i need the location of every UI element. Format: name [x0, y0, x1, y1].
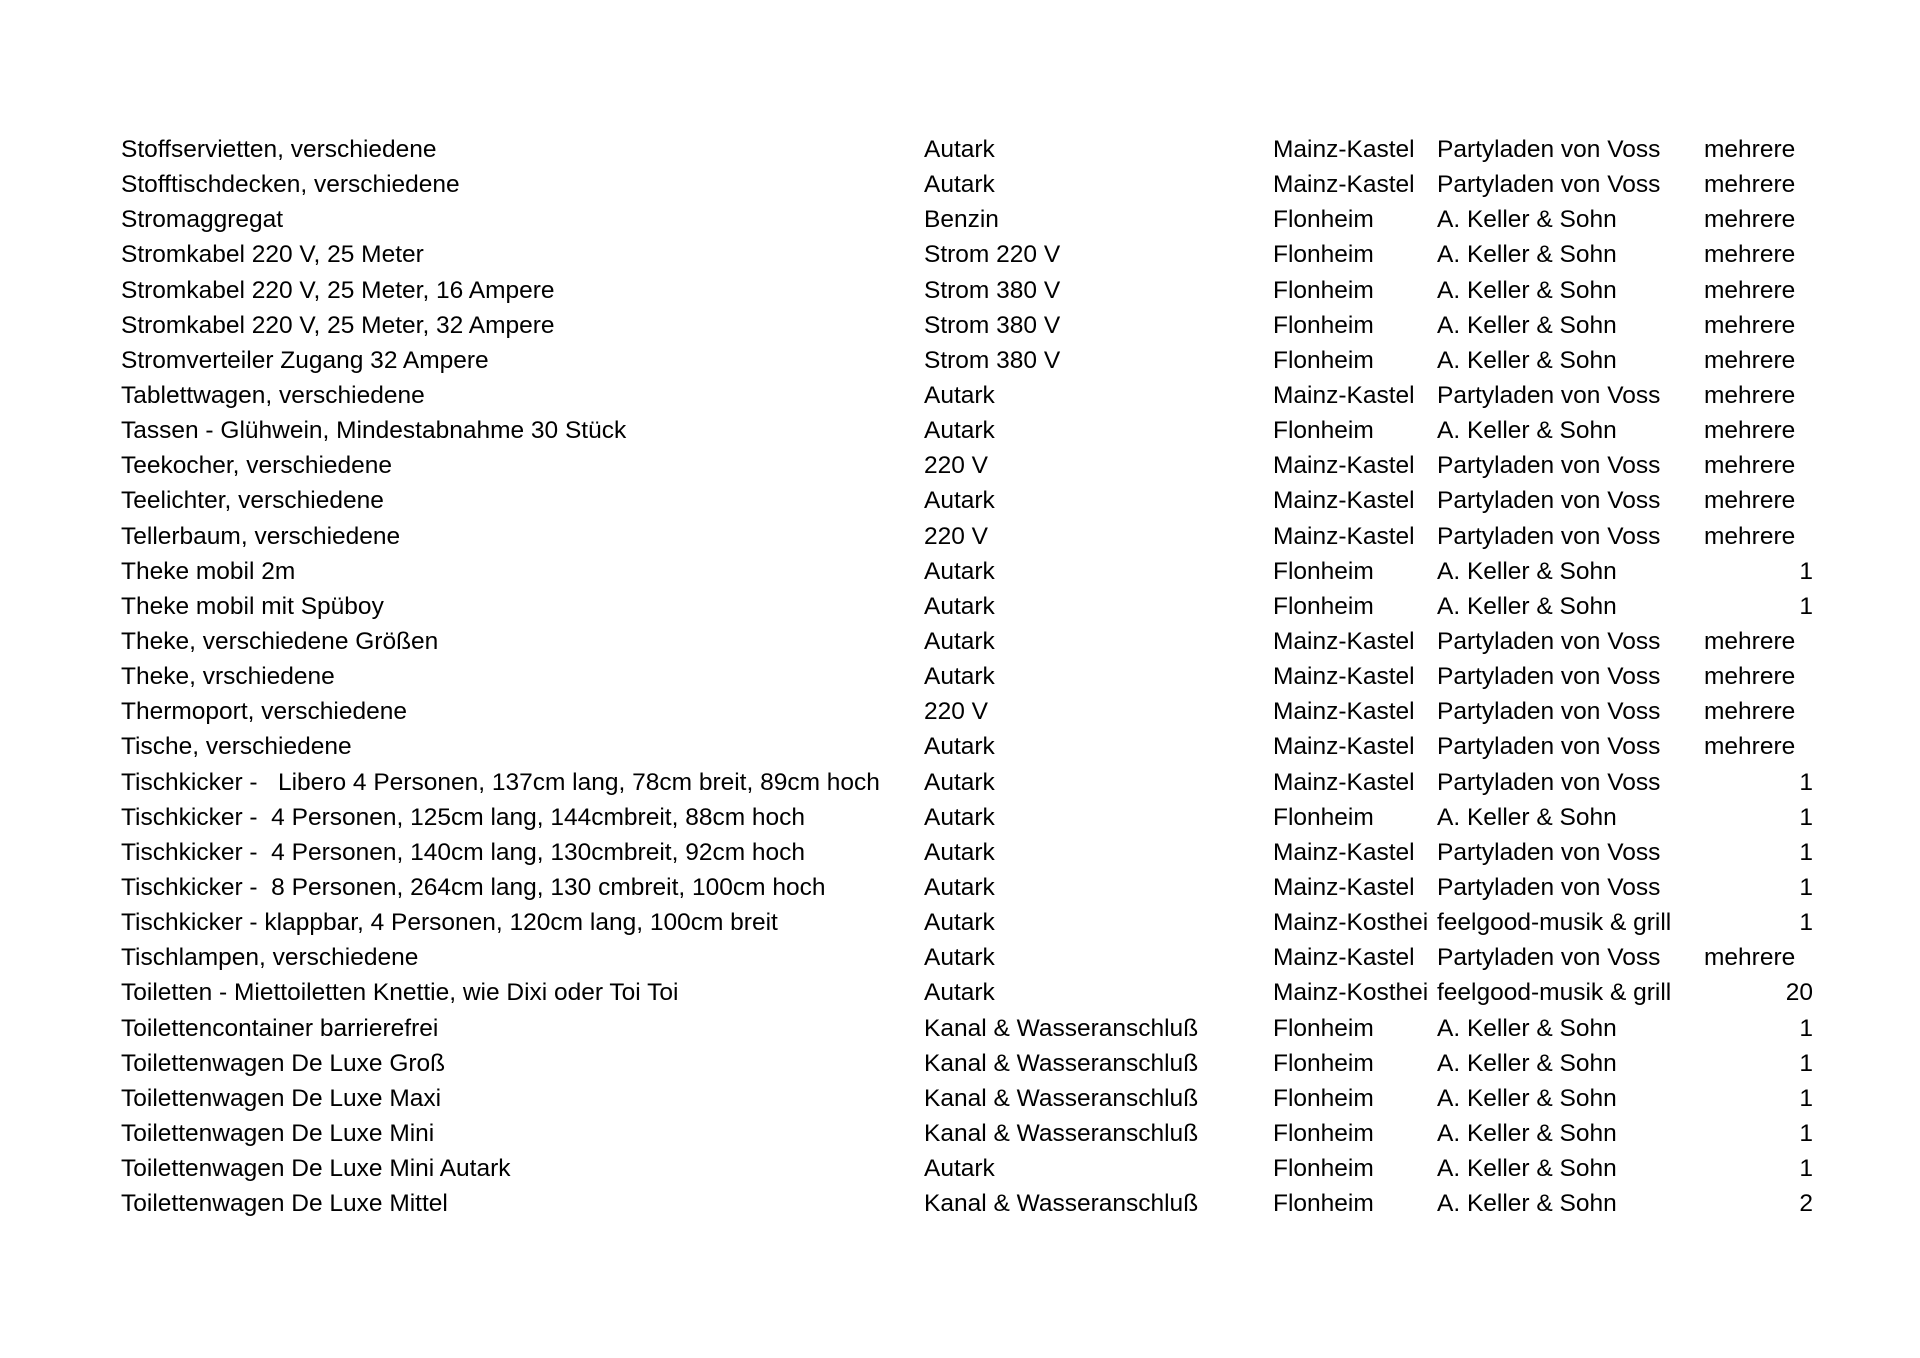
supplier-cell: Partyladen von Voss — [1437, 452, 1661, 480]
table-row — [121, 975, 1811, 1010]
item-name-cell: Theke, vrschiedene — [121, 663, 335, 691]
table-row — [121, 1011, 1811, 1046]
power-supply-cell: Autark — [924, 803, 995, 831]
item-name-cell: Stromkabel 220 V, 25 Meter — [121, 241, 424, 269]
supplier-cell: feelgood-musik & grill — [1437, 909, 1672, 937]
supplier-cell: Partyladen von Voss — [1437, 522, 1661, 550]
table-row — [121, 1186, 1811, 1221]
table-row — [121, 870, 1811, 905]
table-row — [121, 167, 1811, 202]
item-name-cell: Tischkicker - 8 Personen, 264cm lang, 130 cmbreit, 100cm hoch — [121, 873, 826, 901]
quantity-cell: 1 — [1799, 838, 1813, 866]
quantity-cell: 20 — [1785, 979, 1813, 1007]
table-row — [121, 273, 1811, 308]
table-row — [121, 765, 1811, 800]
location-cell: Mainz-Kosthei — [1273, 909, 1428, 937]
table-row — [121, 343, 1811, 378]
power-supply-cell: Kanal & Wasseranschluß — [924, 1084, 1199, 1112]
quantity-cell: mehrere — [1704, 241, 1796, 269]
supplier-cell: Partyladen von Voss — [1437, 944, 1661, 972]
power-supply-cell: Kanal & Wasseranschluß — [924, 1049, 1199, 1077]
location-cell: Flonheim — [1273, 557, 1374, 585]
power-supply-cell: 220 V — [924, 452, 989, 480]
supplier-cell: Partyladen von Voss — [1437, 733, 1661, 761]
item-name-cell: Stofftischdecken, verschiedene — [121, 171, 460, 199]
table-row — [121, 202, 1811, 237]
item-name-cell: Toilettenwagen De Luxe Groß — [121, 1049, 446, 1077]
quantity-cell: mehrere — [1704, 381, 1796, 409]
table-row — [121, 589, 1811, 624]
power-supply-cell: Kanal & Wasseranschluß — [924, 1014, 1199, 1042]
power-supply-cell: Benzin — [924, 206, 999, 234]
quantity-cell: mehrere — [1704, 487, 1796, 515]
supplier-cell: A. Keller & Sohn — [1437, 241, 1617, 269]
power-supply-cell: Autark — [924, 592, 995, 620]
power-supply-cell: 220 V — [924, 522, 989, 550]
quantity-cell: mehrere — [1704, 627, 1796, 655]
item-name-cell: Tischkicker - 4 Personen, 140cm lang, 130cmbreit, 92cm hoch — [121, 838, 806, 866]
supplier-cell: A. Keller & Sohn — [1437, 276, 1617, 304]
supplier-cell: A. Keller & Sohn — [1437, 557, 1617, 585]
location-cell: Mainz-Kastel — [1273, 663, 1415, 691]
table-row — [121, 694, 1811, 729]
power-supply-cell: Autark — [924, 381, 995, 409]
location-cell: Flonheim — [1273, 1049, 1374, 1077]
quantity-cell: 2 — [1799, 1190, 1813, 1218]
item-name-cell: Stromverteiler Zugang 32 Ampere — [121, 346, 489, 374]
item-name-cell: Tischkicker - klappbar, 4 Personen, 120cm lang, 100cm breit — [121, 909, 778, 937]
location-cell: Flonheim — [1273, 1155, 1374, 1183]
supplier-cell: A. Keller & Sohn — [1437, 1049, 1617, 1077]
item-name-cell: Thermoport, verschiedene — [121, 698, 407, 726]
table-row — [121, 1046, 1811, 1081]
item-name-cell: Toiletten - Miettoiletten Knettie, wie Dixi oder Toi Toi — [121, 979, 679, 1007]
rental-items-table — [121, 132, 1811, 1221]
power-supply-cell: Autark — [924, 873, 995, 901]
location-cell: Mainz-Kastel — [1273, 171, 1415, 199]
quantity-cell: mehrere — [1704, 452, 1796, 480]
table-row — [121, 940, 1811, 975]
item-name-cell: Tablettwagen, verschiedene — [121, 381, 425, 409]
power-supply-cell: Kanal & Wasseranschluß — [924, 1190, 1199, 1218]
item-name-cell: Stromaggregat — [121, 206, 284, 234]
location-cell: Mainz-Kastel — [1273, 136, 1415, 163]
supplier-cell: A. Keller & Sohn — [1437, 1155, 1617, 1183]
location-cell: Flonheim — [1273, 1084, 1374, 1112]
supplier-cell: Partyladen von Voss — [1437, 627, 1661, 655]
item-name-cell: Theke mobil 2m — [121, 557, 296, 585]
table-row — [121, 1081, 1811, 1116]
supplier-cell: Partyladen von Voss — [1437, 873, 1661, 901]
power-supply-cell: Strom 380 V — [924, 346, 1061, 374]
power-supply-cell: Autark — [924, 171, 995, 199]
item-name-cell: Theke, verschiedene Größen — [121, 627, 439, 655]
item-name-cell: Stromkabel 220 V, 25 Meter, 32 Ampere — [121, 311, 555, 339]
item-name-cell: Toilettenwagen De Luxe Maxi — [121, 1084, 442, 1112]
power-supply-cell: Autark — [924, 838, 995, 866]
location-cell: Flonheim — [1273, 346, 1374, 374]
item-name-cell: Toilettenwagen De Luxe Mini Autark — [121, 1155, 511, 1183]
supplier-cell: Partyladen von Voss — [1437, 838, 1661, 866]
power-supply-cell: Strom 220 V — [924, 241, 1061, 269]
quantity-cell: mehrere — [1704, 311, 1796, 339]
power-supply-cell: Autark — [924, 768, 995, 796]
item-name-cell: Tischkicker - 4 Personen, 125cm lang, 144cmbreit, 88cm hoch — [121, 803, 806, 831]
power-supply-cell: Autark — [924, 733, 995, 761]
quantity-cell: mehrere — [1704, 663, 1796, 691]
quantity-cell: 1 — [1799, 1084, 1813, 1112]
quantity-cell: mehrere — [1704, 346, 1796, 374]
quantity-cell: mehrere — [1704, 417, 1796, 445]
table-row — [121, 729, 1811, 764]
quantity-cell: 1 — [1799, 1049, 1813, 1077]
location-cell: Mainz-Kosthei — [1273, 979, 1428, 1007]
item-name-cell: Tischlampen, verschiedene — [121, 944, 419, 972]
quantity-cell: mehrere — [1704, 136, 1796, 163]
item-name-cell: Toilettenwagen De Luxe Mittel — [121, 1190, 448, 1218]
supplier-cell: Partyladen von Voss — [1437, 171, 1661, 199]
power-supply-cell: Autark — [924, 417, 995, 445]
power-supply-cell: Autark — [924, 1155, 995, 1183]
supplier-cell: Partyladen von Voss — [1437, 698, 1661, 726]
location-cell: Flonheim — [1273, 1119, 1374, 1147]
quantity-cell: 1 — [1799, 803, 1813, 831]
location-cell: Mainz-Kastel — [1273, 944, 1415, 972]
power-supply-cell: Autark — [924, 136, 995, 163]
table-row — [121, 413, 1811, 448]
item-name-cell: Tischkicker - Libero 4 Personen, 137cm lang, 78cm breit, 89cm hoch — [121, 768, 880, 796]
location-cell: Flonheim — [1273, 592, 1374, 620]
supplier-cell: A. Keller & Sohn — [1437, 803, 1617, 831]
location-cell: Flonheim — [1273, 1190, 1374, 1218]
supplier-cell: A. Keller & Sohn — [1437, 311, 1617, 339]
power-supply-cell: Kanal & Wasseranschluß — [924, 1119, 1199, 1147]
quantity-cell: mehrere — [1704, 276, 1796, 304]
power-supply-cell: Strom 380 V — [924, 311, 1061, 339]
supplier-cell: A. Keller & Sohn — [1437, 417, 1617, 445]
table-row — [121, 1151, 1811, 1186]
power-supply-cell: Autark — [924, 663, 995, 691]
location-cell: Mainz-Kastel — [1273, 381, 1415, 409]
quantity-cell: mehrere — [1704, 206, 1796, 234]
power-supply-cell: Autark — [924, 557, 995, 585]
table-row — [121, 483, 1811, 518]
item-name-cell: Toilettenwagen De Luxe Mini — [121, 1119, 435, 1147]
quantity-cell: 1 — [1799, 873, 1813, 901]
supplier-cell: A. Keller & Sohn — [1437, 206, 1617, 234]
item-name-cell: Teelichter, verschiedene — [121, 487, 384, 515]
item-name-cell: Teekocher, verschiedene — [121, 452, 393, 480]
item-name-cell: Tellerbaum, verschiedene — [121, 522, 401, 550]
supplier-cell: A. Keller & Sohn — [1437, 346, 1617, 374]
location-cell: Mainz-Kastel — [1273, 733, 1415, 761]
table-row — [121, 659, 1811, 694]
power-supply-cell: Autark — [924, 979, 995, 1007]
location-cell: Mainz-Kastel — [1273, 768, 1415, 796]
supplier-cell: feelgood-musik & grill — [1437, 979, 1672, 1007]
location-cell: Flonheim — [1273, 276, 1374, 304]
location-cell: Mainz-Kastel — [1273, 873, 1415, 901]
item-name-cell: Stoffservietten, verschiedene — [121, 136, 437, 163]
quantity-cell: 1 — [1799, 1014, 1813, 1042]
location-cell: Flonheim — [1273, 803, 1374, 831]
location-cell: Mainz-Kastel — [1273, 838, 1415, 866]
location-cell: Mainz-Kastel — [1273, 522, 1415, 550]
location-cell: Flonheim — [1273, 206, 1374, 234]
table-row — [121, 448, 1811, 483]
quantity-cell: 1 — [1799, 768, 1813, 796]
item-name-cell: Tische, verschiedene — [121, 733, 352, 761]
quantity-cell: 1 — [1799, 1155, 1813, 1183]
quantity-cell: 1 — [1799, 909, 1813, 937]
table-row — [121, 835, 1811, 870]
location-cell: Mainz-Kastel — [1273, 452, 1415, 480]
supplier-cell: Partyladen von Voss — [1437, 136, 1661, 163]
power-supply-cell: Autark — [924, 627, 995, 655]
item-name-cell: Tassen - Glühwein, Mindestabnahme 30 Stück — [121, 417, 627, 445]
quantity-cell: mehrere — [1704, 171, 1796, 199]
supplier-cell: A. Keller & Sohn — [1437, 1190, 1617, 1218]
supplier-cell: A. Keller & Sohn — [1437, 1014, 1617, 1042]
power-supply-cell: Strom 380 V — [924, 276, 1061, 304]
table-row — [121, 800, 1811, 835]
item-name-cell: Toilettencontainer barrierefrei — [121, 1014, 439, 1042]
table-row — [121, 905, 1811, 940]
power-supply-cell: Autark — [924, 909, 995, 937]
quantity-cell: 1 — [1799, 592, 1813, 620]
location-cell: Mainz-Kastel — [1273, 487, 1415, 515]
table-row — [121, 1116, 1811, 1151]
location-cell: Mainz-Kastel — [1273, 698, 1415, 726]
quantity-cell: mehrere — [1704, 698, 1796, 726]
power-supply-cell: Autark — [924, 487, 995, 515]
table-row — [121, 378, 1811, 413]
power-supply-cell: Autark — [924, 944, 995, 972]
supplier-cell: Partyladen von Voss — [1437, 487, 1661, 515]
location-cell: Mainz-Kastel — [1273, 627, 1415, 655]
item-name-cell: Theke mobil mit Spüboy — [121, 592, 384, 620]
item-name-cell: Stromkabel 220 V, 25 Meter, 16 Ampere — [121, 276, 555, 304]
table-row — [121, 624, 1811, 659]
supplier-cell: A. Keller & Sohn — [1437, 592, 1617, 620]
table-row — [121, 519, 1811, 554]
table-row — [121, 237, 1811, 272]
location-cell: Flonheim — [1273, 1014, 1374, 1042]
table-row — [121, 308, 1811, 343]
supplier-cell: A. Keller & Sohn — [1437, 1119, 1617, 1147]
location-cell: Flonheim — [1273, 417, 1374, 445]
supplier-cell: Partyladen von Voss — [1437, 768, 1661, 796]
quantity-cell: mehrere — [1704, 522, 1796, 550]
quantity-cell: 1 — [1799, 1119, 1813, 1147]
supplier-cell: Partyladen von Voss — [1437, 381, 1661, 409]
location-cell: Flonheim — [1273, 241, 1374, 269]
quantity-cell: mehrere — [1704, 733, 1796, 761]
power-supply-cell: 220 V — [924, 698, 989, 726]
quantity-cell: 1 — [1799, 557, 1813, 585]
table-row — [121, 554, 1811, 589]
supplier-cell: Partyladen von Voss — [1437, 663, 1661, 691]
location-cell: Flonheim — [1273, 311, 1374, 339]
table-row — [121, 132, 1811, 167]
quantity-cell: mehrere — [1704, 944, 1796, 972]
supplier-cell: A. Keller & Sohn — [1437, 1084, 1617, 1112]
